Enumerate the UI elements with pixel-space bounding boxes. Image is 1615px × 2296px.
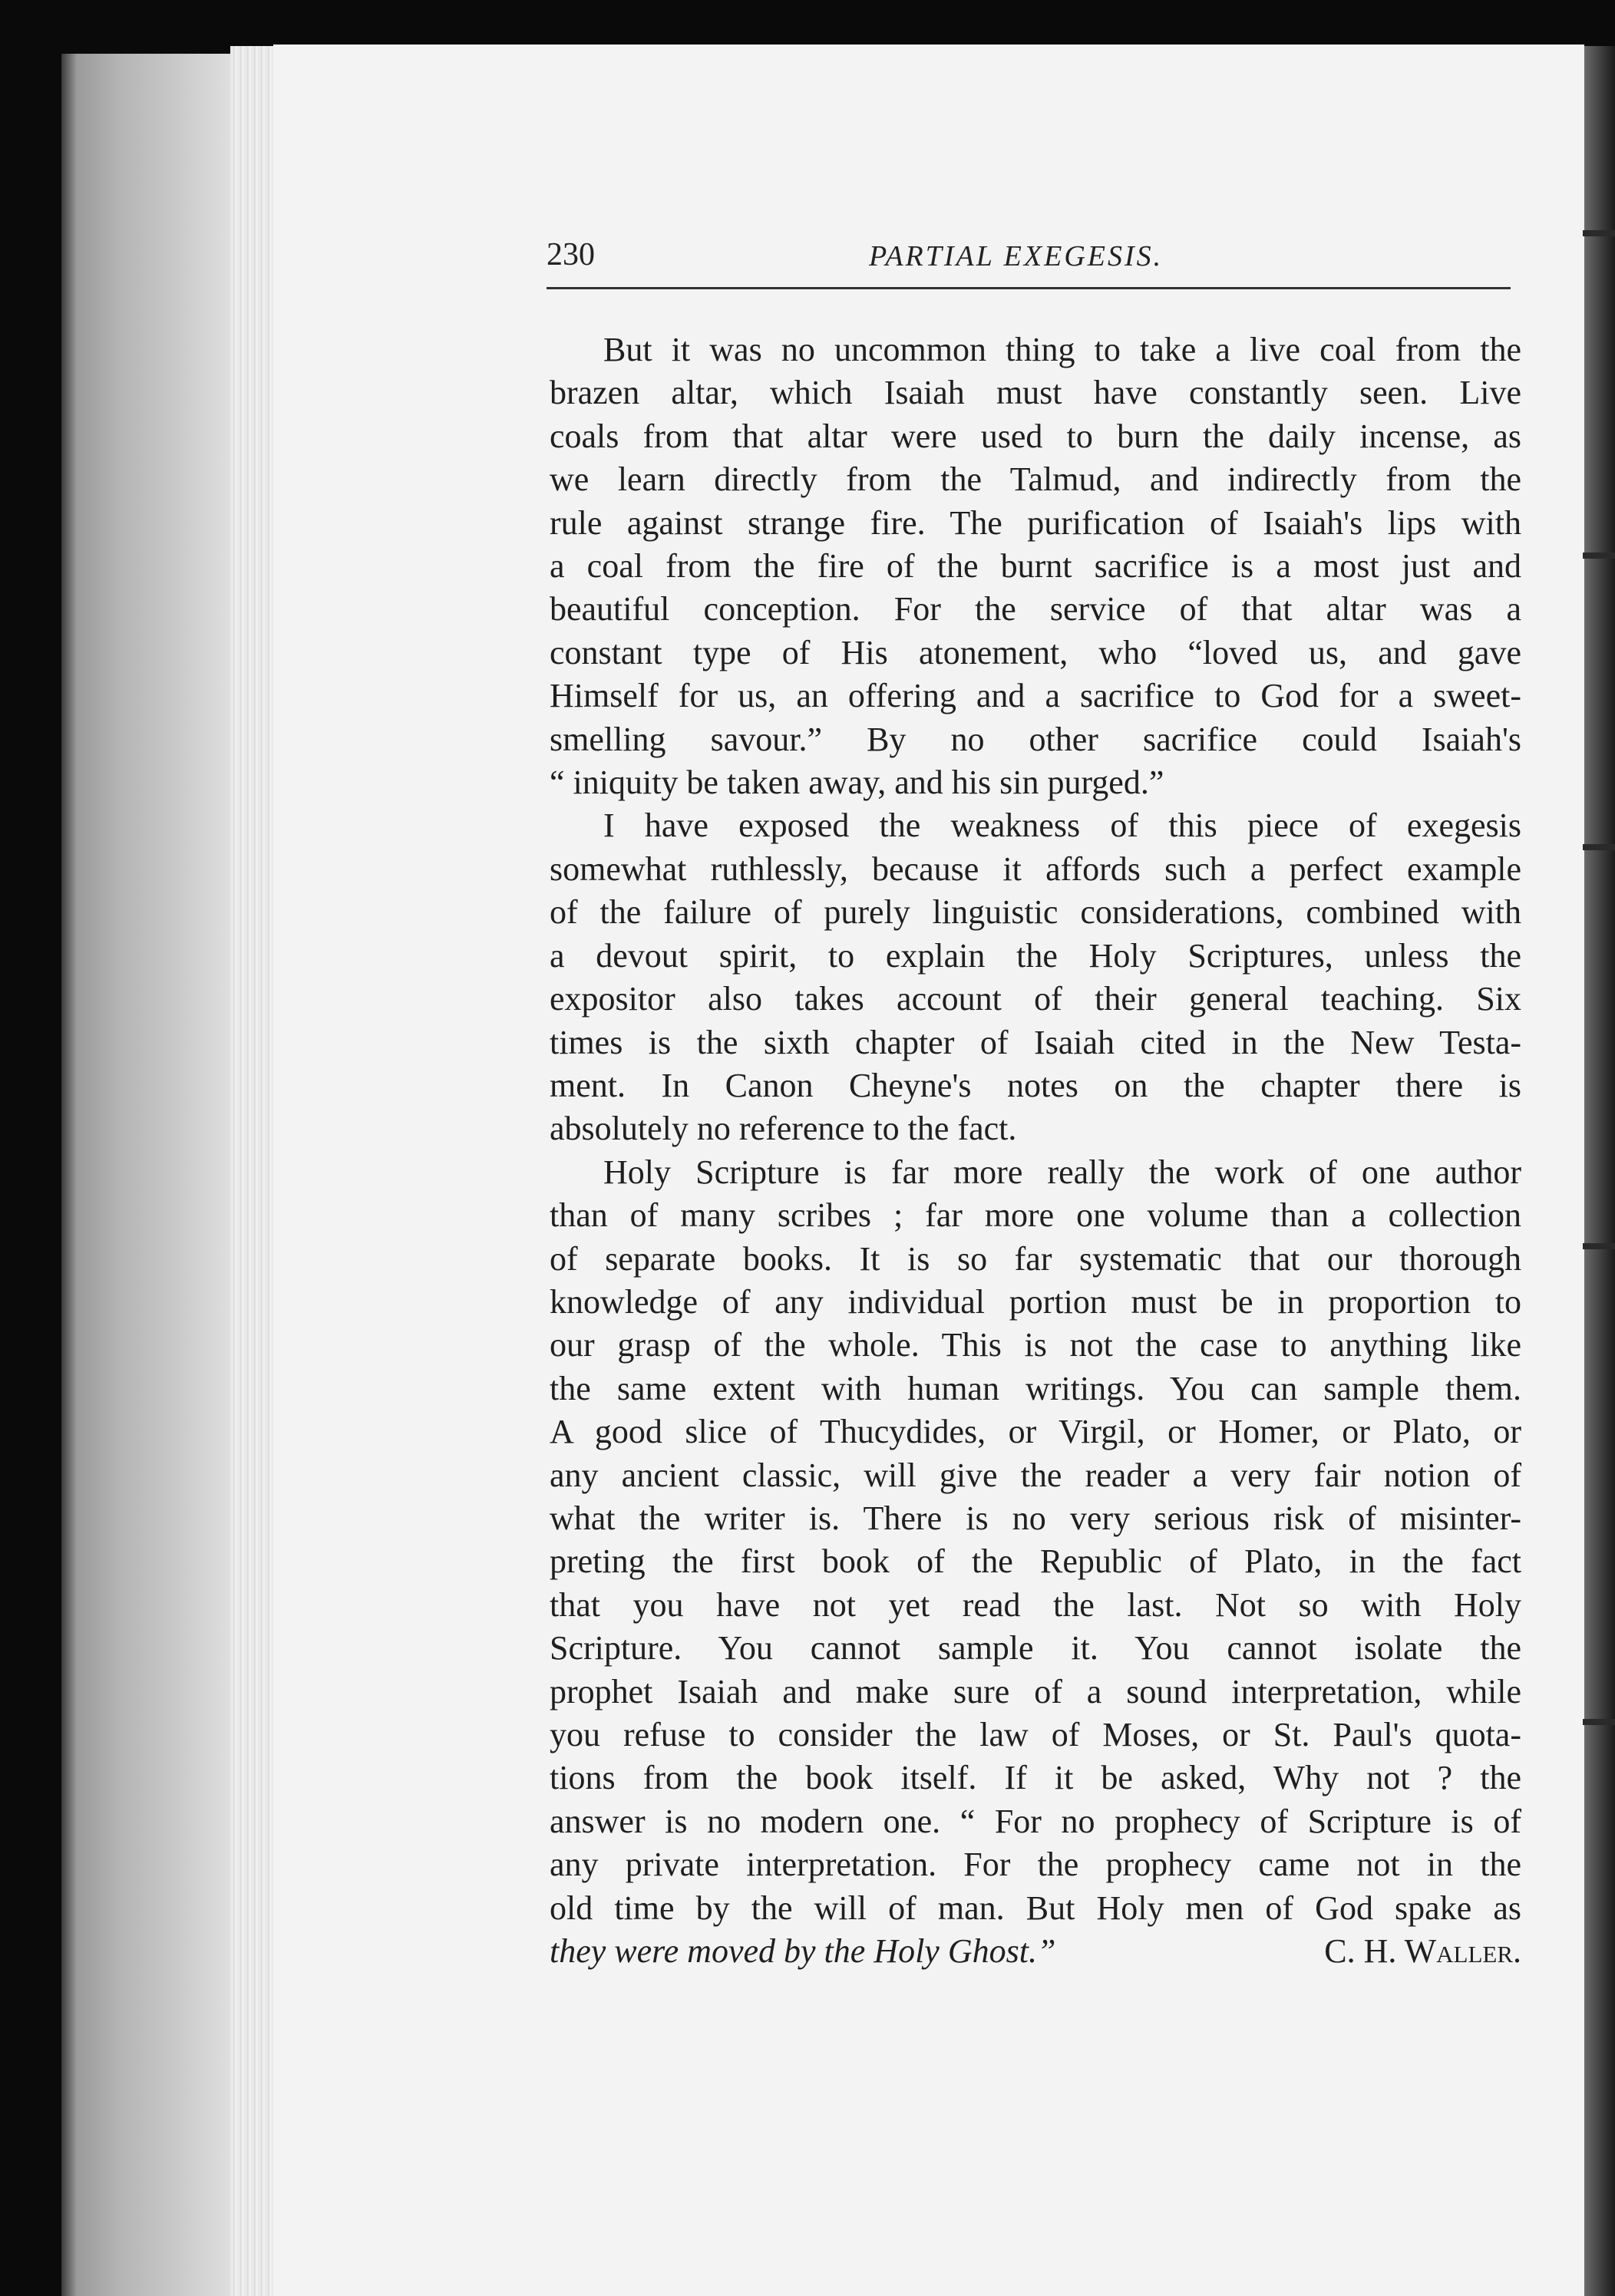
text-line: tions from the book itself. If it be asked, Why not ? the — [550, 1759, 1521, 1797]
page-edge-lines — [230, 46, 276, 2296]
text-line: knowledge of any individual portion must be in proportion to — [550, 1282, 1521, 1321]
text-line: absolutely no reference to the fact. — [550, 1110, 1017, 1148]
text-line-final — [550, 1930, 1521, 1973]
running-title: PARTIAL EXEGESIS. — [869, 240, 1164, 272]
binding-clip — [1583, 844, 1615, 850]
text-line: Scripture. You cannot sample it. You cannot isolate the — [550, 1629, 1521, 1668]
paragraph — [550, 804, 1521, 1150]
binding-clip — [1583, 1243, 1615, 1249]
text-line: expositor also takes account of their general teaching. Six — [550, 980, 1521, 1018]
text-line: A good slice of Thucydides, or Virgil, or Homer, or Plato, or — [550, 1413, 1521, 1451]
text-line: Himself for us, an offering and a sacrifice to God for a sweet- — [550, 677, 1521, 715]
text-line: preting the first book of the Republic of Plato, in the fact — [550, 1542, 1521, 1581]
page-header — [547, 236, 1511, 282]
binding-clip — [1583, 230, 1615, 236]
text-line: a devout spirit, to explain the Holy Scriptures, unless the — [550, 936, 1521, 975]
text-line: we learn directly from the Talmud, and indirectly from the — [550, 460, 1521, 499]
text-line: a coal from the fire of the burnt sacrifice is a most just and — [550, 547, 1521, 586]
text-line: smelling savour.” By no other sacrifice could Isaiah's — [550, 720, 1521, 758]
text-line: somewhat ruthlessly, because it affords such a perfect example — [550, 849, 1521, 888]
text-line: than of many scribes ; far more one volume than a collection — [550, 1196, 1521, 1235]
text-line: But it was no uncommon thing to take a live coal from the — [603, 331, 1521, 368]
text-line: our grasp of the whole. This is not the case to anything like — [550, 1326, 1521, 1364]
text-line: rule against strange fire. The purification of Isaiah's lips with — [550, 503, 1521, 542]
paragraph — [550, 1151, 1521, 1974]
text-line: times is the sixth chapter of Isaiah cited in the New Testa- — [550, 1023, 1521, 1061]
binding-clip — [1583, 1719, 1615, 1725]
text-line: coals from that altar were used to burn the daily incense, as — [550, 417, 1521, 455]
text-line: constant type of His atonement, who “loved us, and gave — [550, 633, 1521, 671]
text-line: any ancient classic, will give the reader a very fair notion of — [550, 1456, 1521, 1494]
text-line: I have exposed the weakness of this piece of exegesis — [603, 807, 1521, 845]
text-line: of separate books. It is so far systematic that our thorough — [550, 1239, 1521, 1278]
paragraph — [550, 328, 1521, 804]
author-signature: C. H. Waller. — [1324, 1932, 1521, 1971]
text-line: answer is no modern one. “ For no prophecy of Scripture is of — [550, 1802, 1521, 1840]
text-line: the same extent with human writings. You can sample them. — [550, 1369, 1521, 1407]
text-line: any private interpretation. For the prophecy came not in the — [550, 1846, 1521, 1884]
text-line: ment. In Canon Cheyne's notes on the chapter there is — [550, 1066, 1521, 1104]
text-line: old time by the will of man. But Holy men of God spake as — [550, 1889, 1521, 1927]
text-line: “ iniquity be taken away, and his sin purged.” — [550, 764, 1164, 802]
closing-quote-line: they were moved by the Holy Ghost.” — [550, 1932, 1056, 1971]
text-line: brazen altar, which Isaiah must have constantly seen. Live — [550, 374, 1521, 412]
text-line: of the failure of purely linguistic considerations, combined with — [550, 893, 1521, 932]
text-line: what the writer is. There is no very serious risk of misinter- — [550, 1499, 1521, 1537]
binding-clip — [1583, 553, 1615, 559]
page-body — [550, 328, 1521, 1973]
text-line: Holy Scripture is far more really the work of one author — [603, 1153, 1521, 1191]
page-edge-stack — [61, 54, 253, 2296]
text-line: beautiful conception. For the service of that altar was a — [550, 590, 1521, 628]
text-line: prophet Isaiah and make sure of a sound interpretation, while — [550, 1672, 1521, 1710]
facing-page-edge — [1584, 46, 1615, 2296]
text-line: you refuse to consider the law of Moses, or St. Paul's quota- — [550, 1716, 1521, 1753]
text-line: that you have not yet read the last. Not so with Holy — [550, 1585, 1521, 1624]
header-rule — [547, 287, 1511, 289]
page-number: 230 — [547, 237, 595, 272]
